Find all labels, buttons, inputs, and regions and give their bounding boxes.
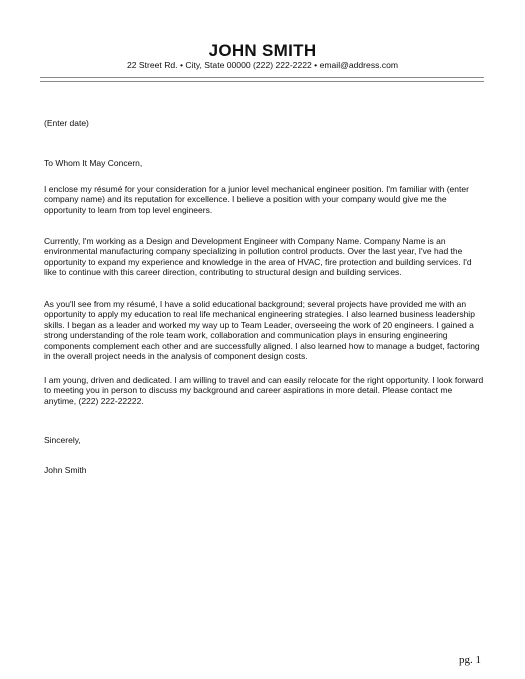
letter-salutation: To Whom It May Concern, — [44, 158, 143, 168]
letter-paragraph-2: Currently, I'm working as a Design and Development Engineer with Company Name. Company Name is an environmental manufacturing company specializing in pollution control products. Over the last year, I've had the opportunity to expand my experience and knowledge in the area of HVAC, fire protection and building services. I'd like to continue with this career direction, contributing to structural design and building services. — [44, 236, 472, 278]
letter-paragraph-4: I am young, driven and dedicated. I am willing to travel and can easily relocate for the right opportunity. I look forward to meeting you in person to discuss my background and career aspirations in more detail. Please contact me anytime, (222) 222-22222. — [44, 375, 484, 406]
letter-paragraph-3: As you'll see from my résumé, I have a solid educational background; several projects have provided me with an opportunity to apply my education to real life mechanical engineering strategies. I also learned business leadership skills. I began as a leader and worked my way up to Team Leader, overseeing the work of 20 engineers. I gained a strong understanding of the role team work, collaboration and communication plays in ensuring engineering components complement each other and are successfully aligned. I also learned how to manage a budget, factoring in the overall project needs in the analysis of component design costs. — [44, 299, 480, 362]
letter-date: (Enter date) — [44, 118, 89, 128]
header-rule-top — [40, 77, 484, 78]
header-rule-bottom — [40, 81, 484, 82]
letter-paragraph-1: I enclose my résumé for your consideration for a junior level mechanical engineer position. I'm familiar with (enter company name) and its reputation for excellence. I believe a position with your company would give me the opportunity to learn from top level engineers. — [44, 184, 469, 215]
applicant-name: JOHN SMITH — [208, 41, 317, 60]
letter-closing: Sincerely, — [44, 435, 81, 445]
letter-signature: John Smith — [44, 465, 87, 475]
page-number: pg. 1 — [459, 654, 481, 666]
contact-line: 22 Street Rd. • City, State 00000 (222) 222-2222 • email@address.com — [126, 60, 399, 70]
